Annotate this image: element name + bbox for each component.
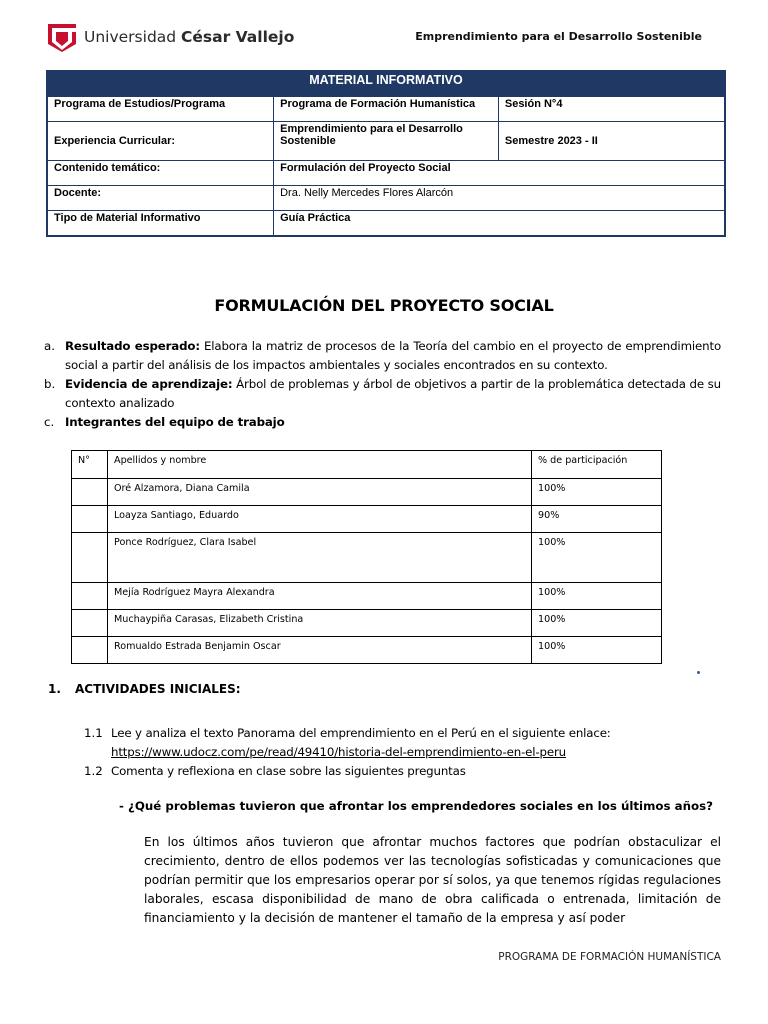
team-header-cell: % de participación xyxy=(532,451,662,479)
info-cell: Docente: xyxy=(48,186,274,211)
sub-text: Lee y analiza el texto Panorama del emprendimiento en el Perú en el siguiente enlace: xyxy=(111,726,611,740)
info-cell: Sesión N°4 xyxy=(498,97,724,122)
objectives-list xyxy=(44,337,721,432)
sub-text: Comenta y reflexiona en clase sobre las siguientes preguntas xyxy=(111,764,466,778)
list-marker: a. xyxy=(44,339,55,353)
section-number: 1. xyxy=(48,682,61,696)
member-name: Romualdo Estrada Benjamin Oscar xyxy=(108,637,532,664)
info-cell: Semestre 2023 - II xyxy=(498,122,724,161)
logo-text-bold: César Vallejo xyxy=(181,28,295,46)
info-cell: Formulación del Proyecto Social xyxy=(274,161,725,186)
member-pct: 90% xyxy=(532,506,662,533)
udocz-link[interactable]: https://www.udocz.com/pe/read/49410/historia-del-emprendimiento-en-el-peru xyxy=(111,745,566,759)
info-cell: Contenido temático: xyxy=(48,161,274,186)
info-cell: Programa de Estudios/Programa xyxy=(48,97,274,122)
document-title: FORMULACIÓN DEL PROYECTO SOCIAL xyxy=(214,296,554,315)
sub-marker: 1.2 xyxy=(84,764,103,778)
list-item xyxy=(44,375,721,413)
list-marker: b. xyxy=(44,377,56,391)
table-row xyxy=(72,533,662,583)
info-cell: Tipo de Material Informativo xyxy=(48,211,274,236)
member-pct: 100% xyxy=(532,583,662,610)
info-table-title: MATERIAL INFORMATIVO xyxy=(47,71,725,96)
info-cell: Experiencia Curricular: xyxy=(48,122,274,161)
member-name: Loayza Santiago, Eduardo xyxy=(108,506,532,533)
logo-text-normal: Universidad xyxy=(84,28,182,46)
table-row xyxy=(72,479,662,506)
table-row xyxy=(72,583,662,610)
info-cell: Dra. Nelly Mercedes Flores Alarcón xyxy=(274,186,725,211)
team-header-cell: N° xyxy=(72,451,108,479)
university-logo xyxy=(48,22,294,52)
table-row xyxy=(72,637,662,664)
list-item xyxy=(44,413,721,432)
member-pct: 100% xyxy=(532,610,662,637)
member-name: Oré Alzamora, Diana Camila xyxy=(108,479,532,506)
page-footer: PROGRAMA DE FORMACIÓN HUMANÍSTICA xyxy=(498,951,721,963)
list-marker: c. xyxy=(44,415,55,429)
uc-logo-icon xyxy=(48,22,76,52)
team-header-cell: Apellidos y nombre xyxy=(108,451,532,479)
member-name: Muchaypiña Carasas, Elizabeth Cristina xyxy=(108,610,532,637)
list-text: Elabora la matriz de procesos de la Teoría del cambio en el proyecto de emprendimiento social a partir del análisis de los impactos ambientales y sociales encontrados en su contexto. xyxy=(65,339,722,372)
list-text: Árbol de problemas y árbol de objetivos a partir de la problemática detectada de su contexto analizado xyxy=(65,377,721,410)
section-heading xyxy=(48,682,241,696)
answer-paragraph: En los últimos años tuvieron que afrontar muchos factores que podrían obstaculizar el crecimiento, dentro de ellos podemos ver las tecnologías sofisticadas y comunicaciones que podrían permitir que los empresarios operar por sí solos, ya que tenemos rígidas regulaciones laborales, escasa disponibilidad de mano de obra calificada o entrenada, limitación de financiamiento y la decisión de mantener el tamaño de la empresa y así poder xyxy=(144,835,721,925)
course-header: Emprendimiento para el Desarrollo Sostenible xyxy=(415,30,702,43)
info-cell: Guía Práctica xyxy=(274,211,725,236)
list-label: Integrantes del equipo de trabajo xyxy=(65,415,285,429)
info-table xyxy=(46,70,726,237)
member-name: Mejía Rodríguez Mayra Alexandra xyxy=(108,583,532,610)
list-item xyxy=(44,337,721,375)
member-pct: 100% xyxy=(532,479,662,506)
table-row xyxy=(72,610,662,637)
member-name: Ponce Rodríguez, Clara Isabel xyxy=(108,533,532,583)
member-pct: 100% xyxy=(532,533,662,583)
team-table xyxy=(71,450,662,664)
sub-marker: 1.1 xyxy=(84,726,103,740)
list-label: Evidencia de aprendizaje: xyxy=(65,377,233,391)
sub-item-1-2 xyxy=(84,762,721,781)
table-row xyxy=(72,506,662,533)
sub-item-1-1 xyxy=(84,724,721,762)
stray-dot xyxy=(697,671,700,674)
list-label: Resultado esperado: xyxy=(65,339,200,353)
info-cell: Programa de Formación Humanística xyxy=(274,97,499,122)
member-pct: 100% xyxy=(532,637,662,664)
info-cell: Emprendimiento para el Desarrollo Sostenible xyxy=(274,122,499,161)
reflection-question: - ¿Qué problemas tuvieron que afrontar los emprendedores sociales en los últimos años? xyxy=(119,799,713,813)
section-title: ACTIVIDADES INICIALES: xyxy=(75,682,241,696)
